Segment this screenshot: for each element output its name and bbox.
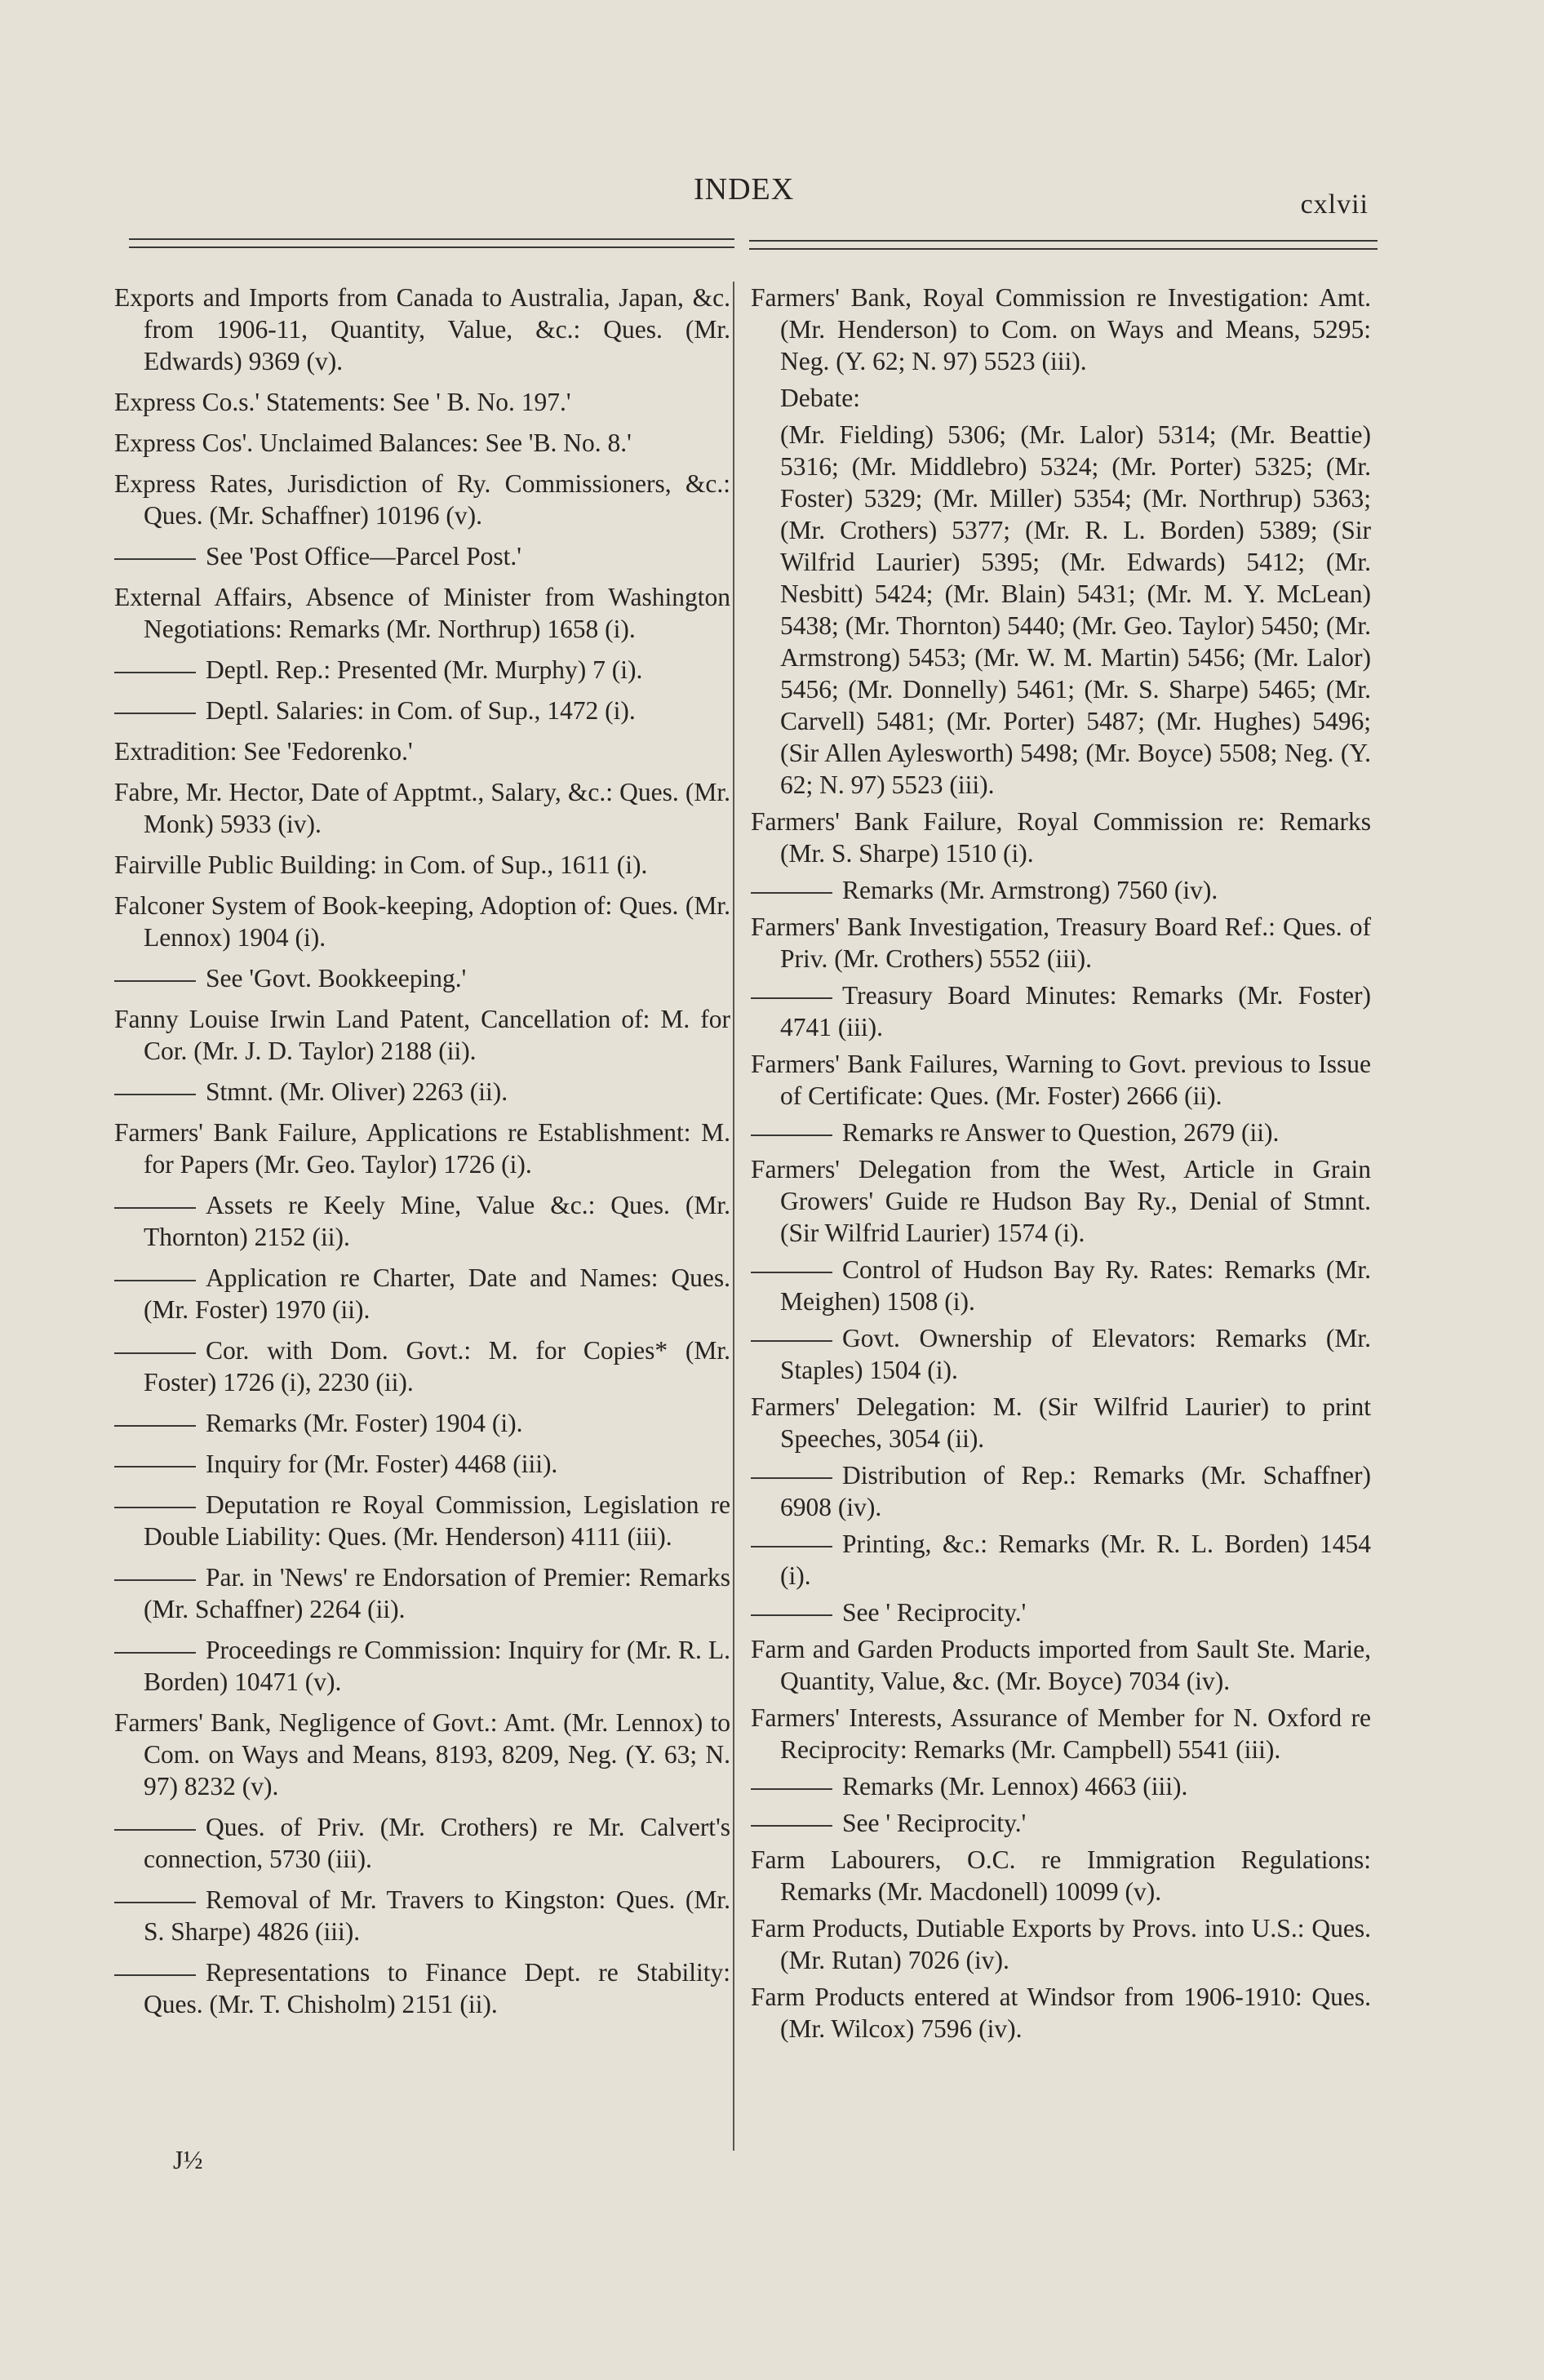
index-entry (114, 468, 730, 531)
entry-text: Deptl. Rep.: Presented (Mr. Murphy) 7 (i). (206, 655, 643, 684)
index-entry (114, 427, 730, 459)
header-rule-left-top (129, 238, 734, 240)
ditto-dash (114, 1579, 196, 1581)
index-entry (751, 1153, 1371, 1249)
ditto-dash (114, 1652, 196, 1654)
entry-text: Removal of Mr. Travers to Kingston: Ques. (Mr. S. Sharpe) 4826 (iii). (144, 1885, 730, 1946)
ditto-dash (114, 672, 196, 673)
ditto-dash (751, 892, 832, 894)
entry-text: Fabre, Mr. Hector, Date of Apptmt., Salary, &c.: Ques. (Mr. Monk) 5933 (iv). (114, 778, 730, 838)
entry-text: Deptl. Salaries: in Com. of Sup., 1472 (i). (206, 696, 636, 725)
entry-text: See 'Post Office—Parcel Post.' (206, 542, 521, 571)
index-entry (751, 282, 1371, 377)
index-entry (114, 386, 730, 418)
index-subentry (114, 695, 730, 726)
index-subentry (114, 1634, 730, 1698)
entry-text: Farmers' Bank Failure, Applications re Establishment: M. for Papers (Mr. Geo. Taylor) 1726 (i). (114, 1118, 730, 1179)
index-entry (751, 911, 1371, 975)
entry-text: (Mr. Fielding) 5306; (Mr. Lalor) 5314; (Mr. Beattie) 5316; (Mr. Middlebro) 5324; (Mr. Porter) 5325; (Mr. Foster) 5329; (Mr. Miller) 5354; (Mr. Northrup) 5363; (Mr. Crothers) 5377; (Mr. R. L. Borden) 5389; (Sir Wilfrid Laurier) 5395; (Mr. Edwards) 5412; (Mr. Nesbitt) 5424; (Mr. Blain) 5431; (Mr. M. Y. McLean) 5438; (Mr. Thornton) 5440; (Mr. Geo. Taylor) 5450; (Mr. Armstrong) 5453; (Mr. W. M. Martin) 5456; (Mr. Lalor) 5456; (Mr. Donnelly) 5461; (Mr. S. Sharpe) 5465; (Mr. Carvell) 5481; (Mr. Porter) 5487; (Mr. Hughes) 5496; (Sir Allen Aylesworth) 5498; (Mr. Boyce) 5508; Neg. (Y. 62; N. 97) 5523 (iii). (780, 420, 1371, 799)
ditto-dash (114, 1094, 196, 1095)
entry-text: Remarks (Mr. Lennox) 4663 (iii). (842, 1772, 1188, 1801)
right-column (751, 282, 1371, 2049)
index-subentry (751, 1322, 1371, 1386)
index-entry (751, 1981, 1371, 2045)
entry-text: See ' Reciprocity.' (842, 1598, 1027, 1627)
index-entry (751, 1702, 1371, 1765)
entry-text: Stmnt. (Mr. Oliver) 2263 (ii). (206, 1077, 508, 1106)
entry-text: Par. in 'News' re Endorsation of Premier: Remarks (Mr. Schaffner) 2264 (ii). (144, 1563, 730, 1623)
header-rule-left-bottom (129, 246, 734, 248)
ditto-dash (114, 1902, 196, 1903)
entry-text: Farm Products entered at Windsor from 1906-1910: Ques. (Mr. Wilcox) 7596 (iv). (751, 1983, 1371, 2043)
index-subentry (114, 540, 730, 572)
ditto-dash (751, 1825, 832, 1827)
entry-text: Inquiry for (Mr. Foster) 4468 (iii). (206, 1450, 558, 1478)
index-subentry (114, 1884, 730, 1947)
ditto-dash (751, 1614, 832, 1616)
index-entry (751, 419, 1371, 801)
index-entry (114, 1707, 730, 1802)
entry-text: Farmers' Bank, Negligence of Govt.: Amt. (Mr. Lennox) to Com. on Ways and Means, 8193, 8209, Neg. (Y. 63; N. 97) 8232 (v). (114, 1708, 730, 1801)
index-entry (114, 581, 730, 645)
index-subentry (114, 1334, 730, 1398)
entry-text: Distribution of Rep.: Remarks (Mr. Schaffner) 6908 (iv). (780, 1461, 1371, 1521)
entry-text: Ques. of Priv. (Mr. Crothers) re Mr. Calvert's connection, 5730 (iii). (144, 1813, 730, 1873)
entry-text: Representations to Finance Dept. re Stability: Ques. (Mr. T. Chisholm) 2151 (ii). (144, 1958, 730, 2018)
index-entry (751, 1391, 1371, 1454)
index-subentry (114, 1407, 730, 1439)
entry-text: Farmers' Bank, Royal Commission re Investigation: Amt. (Mr. Henderson) to Com. on Ways and Means, 5295: Neg. (Y. 62; N. 97) 5523 (iii). (751, 283, 1371, 375)
index-subentry (114, 1076, 730, 1108)
index-subentry (114, 1489, 730, 1552)
ditto-dash (114, 1280, 196, 1281)
ditto-dash (114, 558, 196, 560)
entry-text: See 'Govt. Bookkeeping.' (206, 964, 467, 992)
entry-text: Remarks re Answer to Question, 2679 (ii). (842, 1118, 1280, 1147)
index-subentry (751, 1528, 1371, 1592)
entry-text: Printing, &c.: Remarks (Mr. R. L. Borden) 1454 (i). (780, 1530, 1371, 1590)
ditto-dash (114, 1829, 196, 1831)
entry-text: Exports and Imports from Canada to Australia, Japan, &c. from 1906-11, Quantity, Value, &c.: Ques. (Mr. Edwards) 9369 (v). (114, 283, 730, 375)
index-subentry (751, 874, 1371, 906)
index-subentry (114, 1262, 730, 1325)
entry-text: Farm Labourers, O.C. re Immigration Regulations: Remarks (Mr. Macdonell) 10099 (v). (751, 1845, 1371, 1906)
column-divider (733, 282, 734, 2151)
entry-text: External Affairs, Absence of Minister from Washington Negotiations: Remarks (Mr. Northrup) 1658 (i). (114, 583, 730, 643)
index-entry (114, 282, 730, 377)
entry-text: Farm and Garden Products imported from Sault Ste. Marie, Quantity, Value, &c. (Mr. Boyce) 7034 (iv). (751, 1635, 1371, 1695)
index-entry (751, 1048, 1371, 1112)
page-title: INDEX (694, 172, 795, 206)
index-subentry (114, 1956, 730, 2020)
index-subentry (751, 979, 1371, 1043)
entry-text: Treasury Board Minutes: Remarks (Mr. Foster) 4741 (iii). (780, 981, 1371, 1041)
index-entry (114, 776, 730, 840)
entry-text: Govt. Ownership of Elevators: Remarks (Mr. Staples) 1504 (i). (780, 1324, 1371, 1384)
index-entry (114, 1117, 730, 1180)
ditto-dash (114, 980, 196, 982)
entry-text: Farmers' Delegation from the West, Article in Grain Growers' Guide re Hudson Bay Ry., Denial of Stmnt. (Sir Wilfrid Laurier) 1574 (i). (751, 1155, 1371, 1247)
ditto-dash (751, 1340, 832, 1342)
entry-text: Express Rates, Jurisdiction of Ry. Commissioners, &c.: Ques. (Mr. Schaffner) 10196 (v). (114, 469, 730, 530)
index-entry (751, 1912, 1371, 1976)
ditto-dash (114, 1207, 196, 1209)
index-entry (114, 735, 730, 767)
ditto-dash (114, 1507, 196, 1508)
entry-text: Cor. with Dom. Govt.: M. for Copies* (Mr. Foster) 1726 (i), 2230 (ii). (144, 1336, 730, 1396)
entry-text: Farmers' Interests, Assurance of Member for N. Oxford re Reciprocity: Remarks (Mr. Campbell) 5541 (iii). (751, 1703, 1371, 1764)
ditto-dash (751, 1477, 832, 1479)
ditto-dash (114, 1974, 196, 1976)
entry-text: Falconer System of Book-keeping, Adoption of: Ques. (Mr. Lennox) 1904 (i). (114, 891, 730, 952)
index-entry (751, 1844, 1371, 1907)
entry-text: Fanny Louise Irwin Land Patent, Cancellation of: M. for Cor. (Mr. J. D. Taylor) 2188 (ii). (114, 1005, 730, 1065)
index-entry (114, 849, 730, 881)
entry-text: Farm Products, Dutiable Exports by Provs. into U.S.: Ques. (Mr. Rutan) 7026 (iv). (751, 1914, 1371, 1974)
entry-text: Proceedings re Commission: Inquiry for (Mr. R. L. Borden) 10471 (v). (144, 1636, 730, 1696)
entry-text: Control of Hudson Bay Ry. Rates: Remarks (Mr. Meighen) 1508 (i). (780, 1255, 1371, 1316)
entry-text: Farmers' Bank Failure, Royal Commission re: Remarks (Mr. S. Sharpe) 1510 (i). (751, 807, 1371, 868)
index-subentry (751, 1459, 1371, 1523)
index-entry (114, 890, 730, 953)
index-entry (114, 1003, 730, 1067)
left-column (114, 282, 730, 2029)
entry-text: Assets re Keely Mine, Value &c.: Ques. (Mr. Thornton) 2152 (ii). (144, 1191, 730, 1251)
page-number: cxlvii (1300, 189, 1369, 220)
ditto-dash (114, 1352, 196, 1354)
index-entry (751, 806, 1371, 869)
entry-text: Farmers' Bank Failures, Warning to Govt. previous to Issue of Certificate: Ques. (Mr. Foster) 2666 (ii). (751, 1050, 1371, 1110)
index-subentry (114, 1811, 730, 1875)
ditto-dash (751, 1272, 832, 1273)
entry-text: See ' Reciprocity.' (842, 1809, 1027, 1837)
entry-text: Remarks (Mr. Armstrong) 7560 (iv). (842, 876, 1218, 904)
header-rule-right-bottom (749, 248, 1378, 250)
index-subentry (751, 1117, 1371, 1148)
index-subentry (751, 1254, 1371, 1317)
entry-text: Farmers' Delegation: M. (Sir Wilfrid Laurier) to print Speeches, 3054 (ii). (751, 1392, 1371, 1453)
ditto-dash (114, 713, 196, 714)
index-subentry (114, 1448, 730, 1480)
ditto-dash (751, 1546, 832, 1547)
entry-text: Express Cos'. Unclaimed Balances: See 'B. No. 8.' (114, 428, 632, 457)
index-subentry (751, 1596, 1371, 1628)
ditto-dash (751, 1788, 832, 1790)
index-subentry (114, 654, 730, 686)
ditto-dash (751, 1134, 832, 1136)
entry-text: Express Co.s.' Statements: See ' B. No. 197.' (114, 388, 571, 416)
index-subentry (114, 1561, 730, 1625)
index-entry (751, 382, 1371, 414)
ditto-dash (751, 997, 832, 999)
entry-text: Fairville Public Building: in Com. of Sup., 1611 (i). (114, 850, 648, 879)
signature-mark: J½ (173, 2145, 203, 2174)
ditto-dash (114, 1425, 196, 1427)
header-rule-right-top (749, 240, 1378, 242)
index-subentry (114, 962, 730, 994)
index-subentry (751, 1807, 1371, 1839)
entry-text: Extradition: See 'Fedorenko.' (114, 737, 413, 766)
index-entry (751, 1633, 1371, 1697)
ditto-dash (114, 1466, 196, 1468)
entry-text: Debate: (780, 384, 860, 412)
entry-text: Farmers' Bank Investigation, Treasury Board Ref.: Ques. of Priv. (Mr. Crothers) 5552 (iii). (751, 912, 1371, 973)
entry-text: Deputation re Royal Commission, Legislation re Double Liability: Ques. (Mr. Henderson) 4111 (iii). (144, 1490, 730, 1551)
entry-text: Remarks (Mr. Foster) 1904 (i). (206, 1409, 523, 1437)
entry-text: Application re Charter, Date and Names: Ques. (Mr. Foster) 1970 (ii). (144, 1263, 730, 1324)
index-subentry (114, 1189, 730, 1253)
index-subentry (751, 1770, 1371, 1802)
